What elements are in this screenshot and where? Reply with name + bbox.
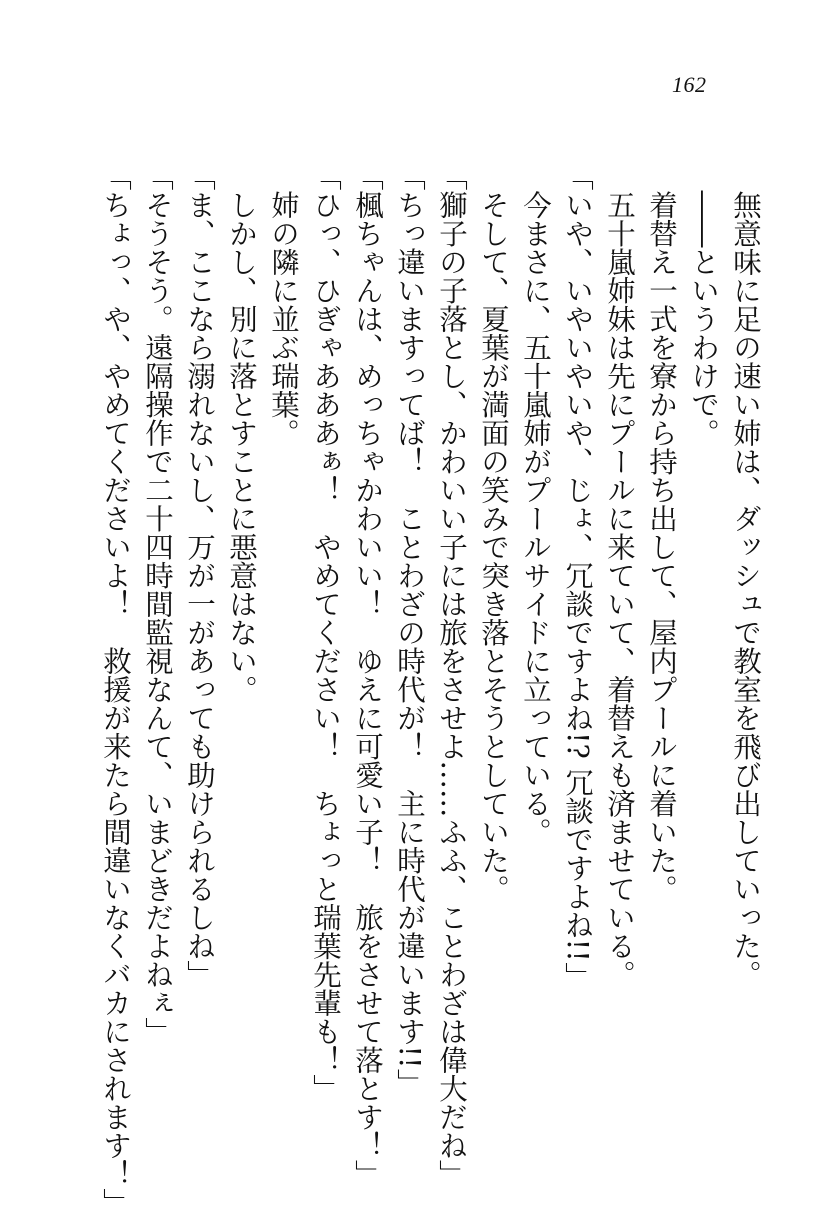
text-line: しかし、別に落とすことに悪意はない。 (225, 162, 258, 704)
text-line: 「いや、いやいやいや、じょ、冗談ですよね!? 冗談ですよね!!」 (561, 162, 594, 991)
text-line: 今まさに、五十嵐姉がプールサイドに立っている。 (519, 162, 552, 846)
text-line: 「ちっ違いますってば！ ことわざの時代が！ 主に時代が違います!!」 (393, 162, 426, 1097)
text-line: 五十嵐姉妹は先にプールに来ていて、着替えも済ませている。 (603, 162, 636, 989)
page-number: 162 (672, 72, 707, 97)
text-line: 「楓ちゃんは、めっちゃかわいい！ ゆえに可愛い子！ 旅をさせて落とす！」 (351, 162, 384, 1188)
text-line: 無意味に足の速い姉は、ダッシュで教室を飛び出していった。 (729, 162, 762, 989)
vertical-text-body (94, 162, 766, 1217)
text-line: 「ひっ、ひぎゃあああぁ！ やめてください！ ちょっと瑞葉先輩も！」 (309, 162, 342, 1103)
text-line: 「ま、ここなら溺れないし、万が一があっても助けられるしね」 (183, 162, 216, 989)
text-line: 「獅子の子落とし、かわいい子には旅をさせよ……ふふ、ことわざは偉大だね」 (435, 162, 468, 1188)
text-line: 姉の隣に並ぶ瑞葉。 (267, 162, 300, 447)
text-line: 「ちょっ、や、やめてくださいよ！ 救援が来たら間違いなくバカにされます！」 (99, 162, 132, 1217)
text-line: 「そうそう。遠隔操作で二十四時間監視なんて、いまどきだよねぇ」 (141, 162, 174, 1046)
text-line: 着替え一式を寮から持ち出して、屋内プールに着いた。 (645, 162, 678, 903)
text-line: ――というわけで。 (687, 162, 720, 447)
text-line: そして、夏葉が満面の笑みで突き落とそうとしていた。 (477, 162, 510, 903)
